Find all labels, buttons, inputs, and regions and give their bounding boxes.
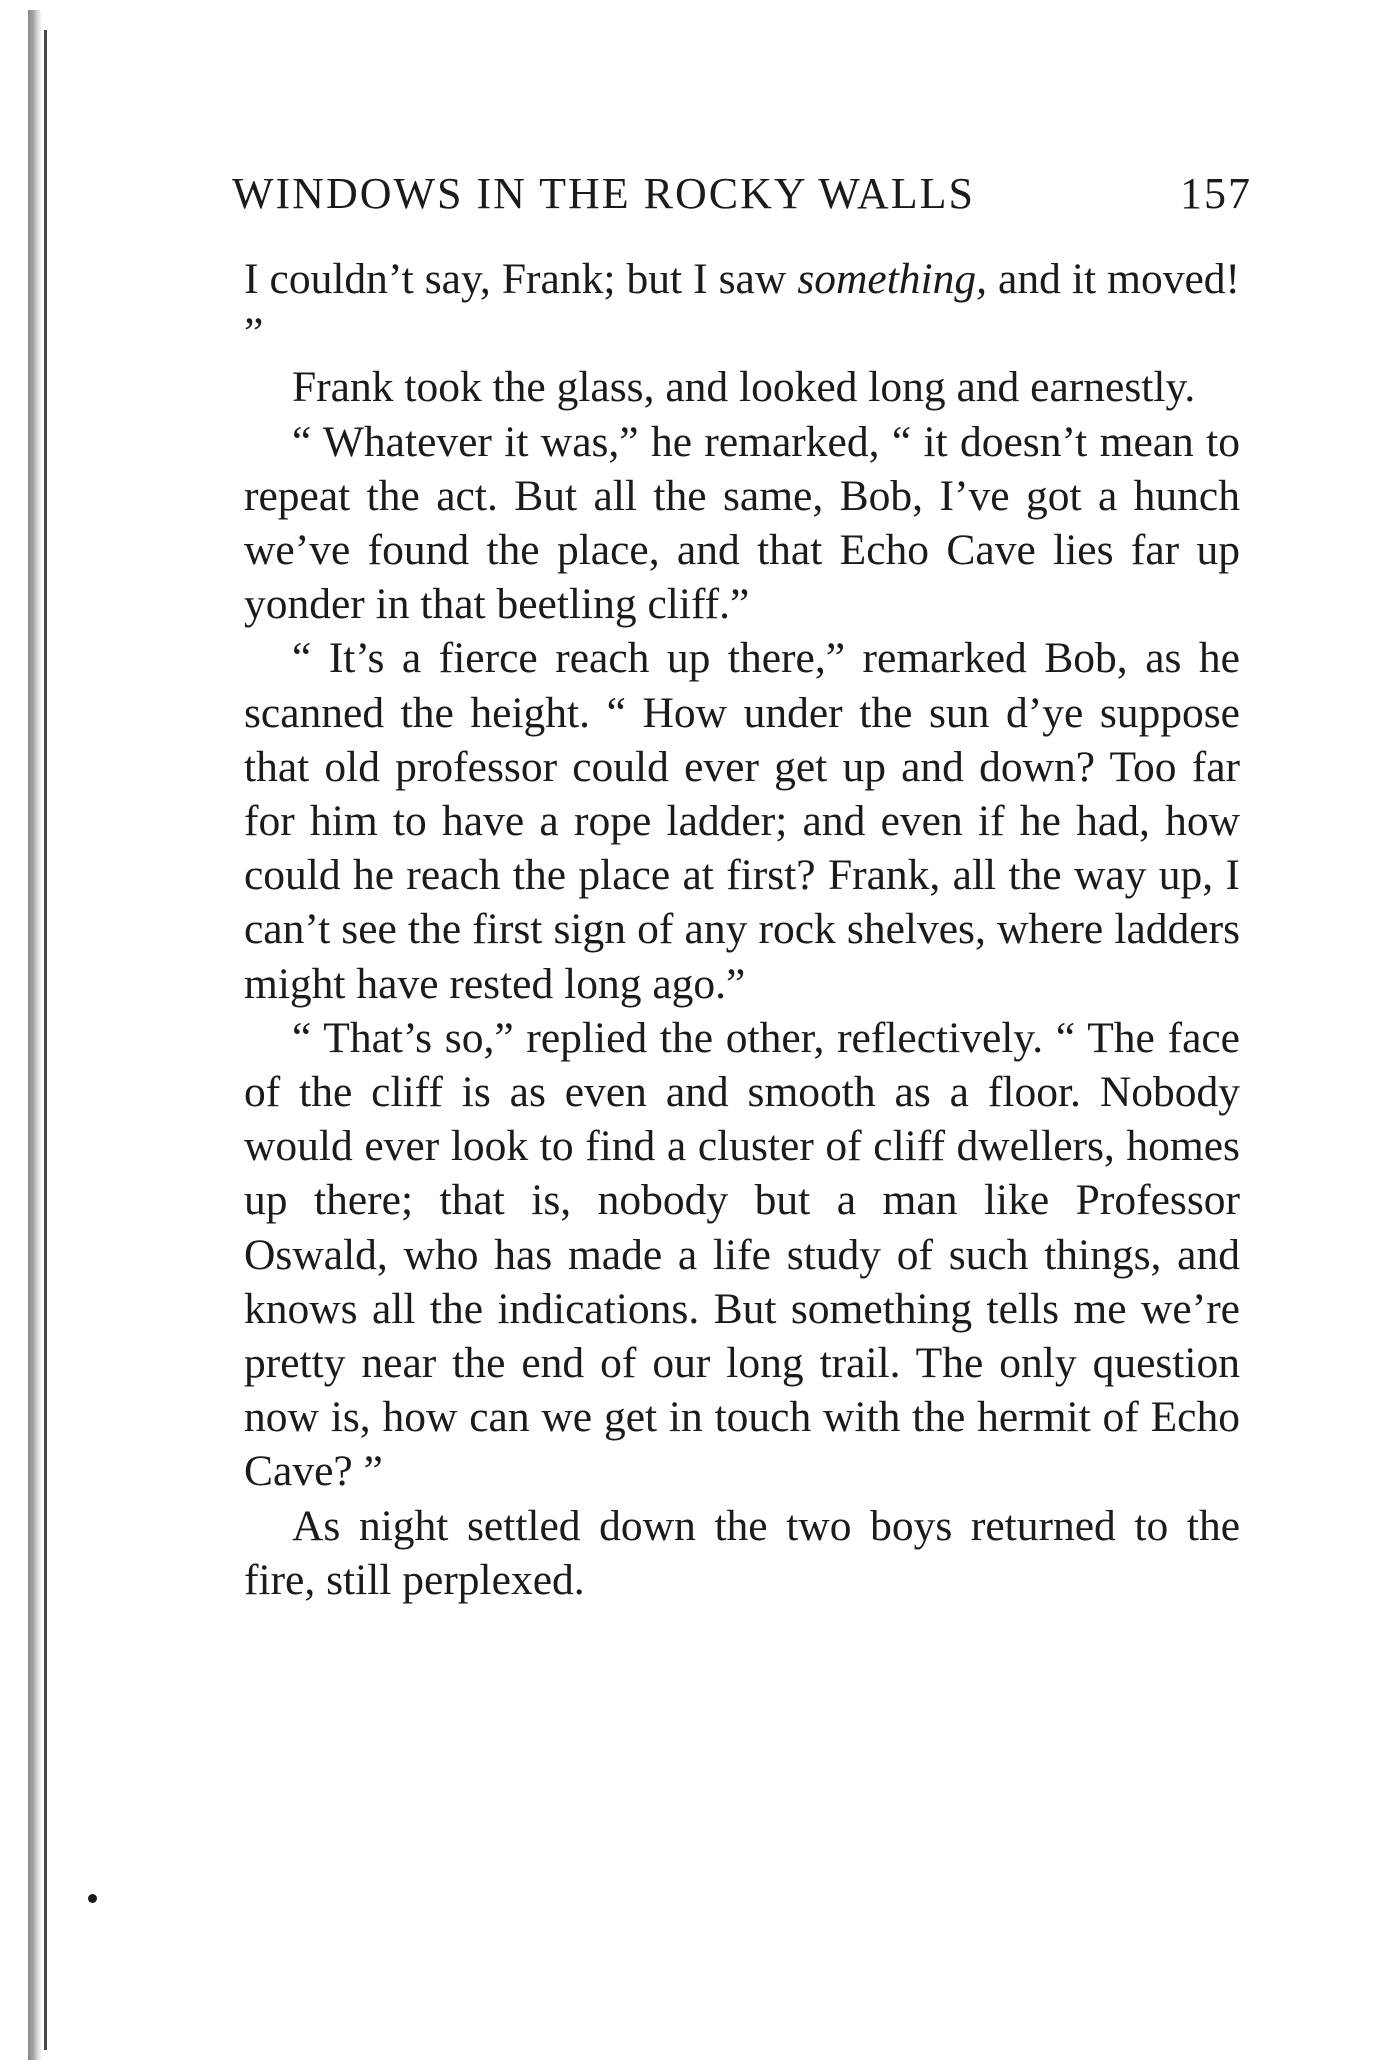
page-binding-edge	[44, 30, 47, 2050]
paragraph: Frank took the glass, and looked long and earnestly.	[292, 363, 1196, 412]
page-number: 157	[1180, 169, 1252, 218]
running-header	[232, 168, 1252, 219]
body-text	[244, 252, 1240, 1607]
ink-speck	[88, 1894, 97, 1903]
page-binding-shadow	[28, 10, 42, 2060]
emphasized-word: something,	[797, 255, 988, 303]
paragraph: “ It’s a fierce reach up there,” remarked Bob, as he scanned the height. “ How under the sun d’ye suppose that old professor could ever get up and down? Too far for him to have a rope ladder; and even if he had, how could he reach the place at first? Frank, all the way up, I can’t see the first sign of any rock shelves, where ladders might have rested long ago.”	[244, 634, 1240, 1008]
paragraph: As night settled down the two boys returned to the fire, still perplexed.	[244, 1501, 1240, 1604]
paragraph: “ That’s so,” replied the other, reflectively. “ The face of the cliff is as even and smooth as a floor. Nobody would ever look to find a cluster of cliff dwellers, homes up there; that is, nobody but a man like Professor Oswald, who has made a life study of such things, and knows all the indications. But something tells me we’re pretty near the end of our long trail. The only question now is, how can we get in touch with the hermit of Echo Cave? ”	[244, 1013, 1240, 1496]
paragraph-continuation: I couldn’t say, Frank; but I saw something, and it moved! ”	[244, 255, 1241, 358]
paragraph: “ Whatever it was,” he remarked, “ it doesn’t mean to repeat the act. But all the same, Bob, I’ve got a hunch we’ve found the place, and that Echo Cave lies far up yonder in that beetling cliff.”	[244, 417, 1240, 629]
running-title: WINDOWS IN THE ROCKY WALLS	[232, 169, 975, 218]
